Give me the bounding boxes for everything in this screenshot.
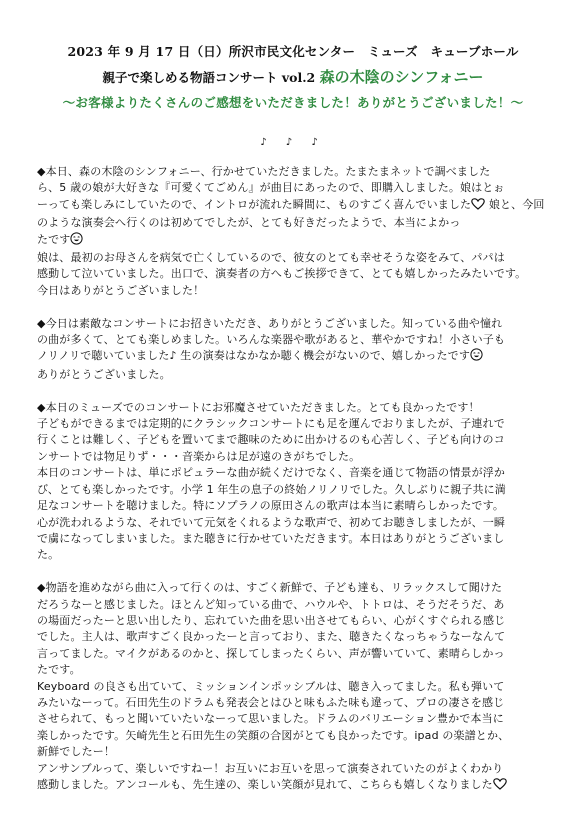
comment-line: 本日のコンサートは、単にポピュラーな曲が続くだけでなく、音楽を通じて物語の情景が浮か <box>37 466 506 480</box>
comment-text: ノリノリで聴いていました♪ 生の演奏はなかなか聴く機会がないので、嬉しかったです <box>37 349 470 363</box>
comment-line: で虜になってしまいました。また聴きに行かせていただきます。本日はありがとうございまし <box>37 531 505 545</box>
comment-line: 楽しかったです。矢崎先生と石田先生の笑顔の合図がとても良かったです。ipad の楽譜とか、 <box>37 728 510 742</box>
comment-line: Keyboard の良さも出ていて、ミッションインポッシブルは、聴き入ってました。私も弾いて <box>37 679 505 693</box>
concert-title <box>0 66 586 87</box>
comment-line: び、とても楽しかったです。小学 1 年生の息子の終始ノリノリでした。久しぶりに親子共に満 <box>37 482 506 496</box>
comment-line: 子どもができるまでは定期的にクラシックコンサートにも足を運んでおりましたが、子連れで <box>37 417 505 431</box>
comment-line: みたいなーって。石田先生のドラムも発表会とはひと味もふた味も違って、プロの凄さを感じ <box>37 695 505 709</box>
comment-line <box>37 232 553 250</box>
comment-line: 新鮮でしたー！ <box>37 745 116 759</box>
comment-line: ◆本日、森の木陰のシンフォニー、行かせていただきました。たまたまネットで調べました <box>37 165 491 178</box>
comment-2 <box>37 316 553 384</box>
comment-line: ら、5 歳の娘が大好きな『可愛くてごめん』が曲目にあったので、即購入しました。娘はとぉ <box>37 181 505 195</box>
comment-line: ◆今日は素敵なコンサートにお招きいただき、ありがとうございました。知っている曲や憧れ <box>37 316 503 330</box>
comment-line: 感動して泣いていました。出口で、演奏者の方へもご挨拶できて、とても嬉しかったみたいです。 <box>37 267 527 281</box>
thanks-subtitle: ～お客様よりたくさんのご感想をいただきました！ありがとうございました！～ <box>62 95 524 110</box>
comment-text: ーっても楽しみにしていたので、イントロが流れた瞬間に、ものすごく喜んでいました <box>37 197 472 211</box>
heart-icon <box>471 198 485 215</box>
smile-icon <box>70 232 83 250</box>
comment-line <box>37 197 553 232</box>
comment-line: ンサートでは物足りず・・・音楽からは足が遠のきがちでした。 <box>37 449 361 463</box>
comments-body <box>37 164 553 795</box>
comment-line <box>37 348 553 366</box>
comment-line: 今日はありがとうございました！ <box>37 283 205 297</box>
comment-line: ◆物語を進めながら曲に入って行くのは、すごく新鮮で、子ども達も、リラックスして聞けた <box>37 581 503 595</box>
event-date-venue: 2023 年 9 月 17 日（日）所沢市民文化センター ミューズ キューブホール <box>67 44 519 59</box>
comment-line: 心が洗われるような、それでいて元気をくれるような歌声で、初めてお聴きしましたが、一瞬 <box>37 515 506 529</box>
comment-text: たです <box>37 232 71 246</box>
comment-line: の場面だったーと思い出したり、忘れていた曲を思い出させてもらい、心がくすぐられる感じ <box>37 613 506 627</box>
comment-line: た。 <box>37 548 60 562</box>
comment-line: ◆本日のミューズでのコンサートにお邪魔させていただきました。とても良かったです！ <box>37 400 480 414</box>
comment-line: ありがとうございました。 <box>37 367 171 381</box>
comment-line: 行くことは難しく、子どもを置いてまで趣味のために出かけるのも心苦しく、子ども向けのコ <box>37 433 505 447</box>
smile-icon <box>470 348 483 366</box>
concert-name: 森の木陰のシンフォニー <box>319 68 484 86</box>
comment-line: の曲が多くて、とても楽しめました。いろんな楽器や歌があると、華やかですね！小さい子も <box>37 333 506 347</box>
comment-line: させられて、もっと聞いていたいなーって思いました。ドラムのバリエーション豊かで本当に <box>37 712 504 726</box>
music-notes-divider: ♪ ♪ ♪ <box>260 137 326 148</box>
heart-icon <box>493 778 507 795</box>
comment-line: 娘は、最初のお母さんを病気で亡くしているので、彼女のとても幸せそうな姿をみて、パパは <box>37 251 505 265</box>
comment-line: アンサンブルって、楽しいですねー！お互いにお互いを思って演奏されていたのがよくわかり <box>37 761 504 775</box>
comment-text: 感動しました。アンコールも、先生達の、楽しい笑顔が見れて、こちらも嬉しくなりました <box>37 777 493 791</box>
comment-1 <box>37 164 553 299</box>
comment-line: でした。主人は、歌声すごく良かったーと言っており、また、聴きたくなっちゃうなーなんて <box>37 630 506 644</box>
comment-4 <box>37 580 553 795</box>
comment-text: 娘と、今回のような演奏会へ行くのは初めてでしたが、とても好きだったようで、本当によかっ <box>37 197 545 230</box>
comment-line: 言ってました。マイクがあるのかと、探してしまったくらい、声が響いていて、素晴らしかっ <box>37 646 505 660</box>
comment-line: たです。 <box>37 663 81 677</box>
concert-series-label: 親子で楽しめる物語コンサート vol.2 <box>102 70 320 85</box>
comment-line <box>37 777 553 795</box>
comment-line: だろうなーと感じました。ほとんど知っている曲で、ハウルや、トトロは、そうだそうだ、あ <box>37 597 505 611</box>
comment-line: 足なコンサートを聴けました。特にソプラノの原田さんの歌声は本当に素晴らしかったです。 <box>37 499 505 513</box>
comment-3 <box>37 400 553 564</box>
